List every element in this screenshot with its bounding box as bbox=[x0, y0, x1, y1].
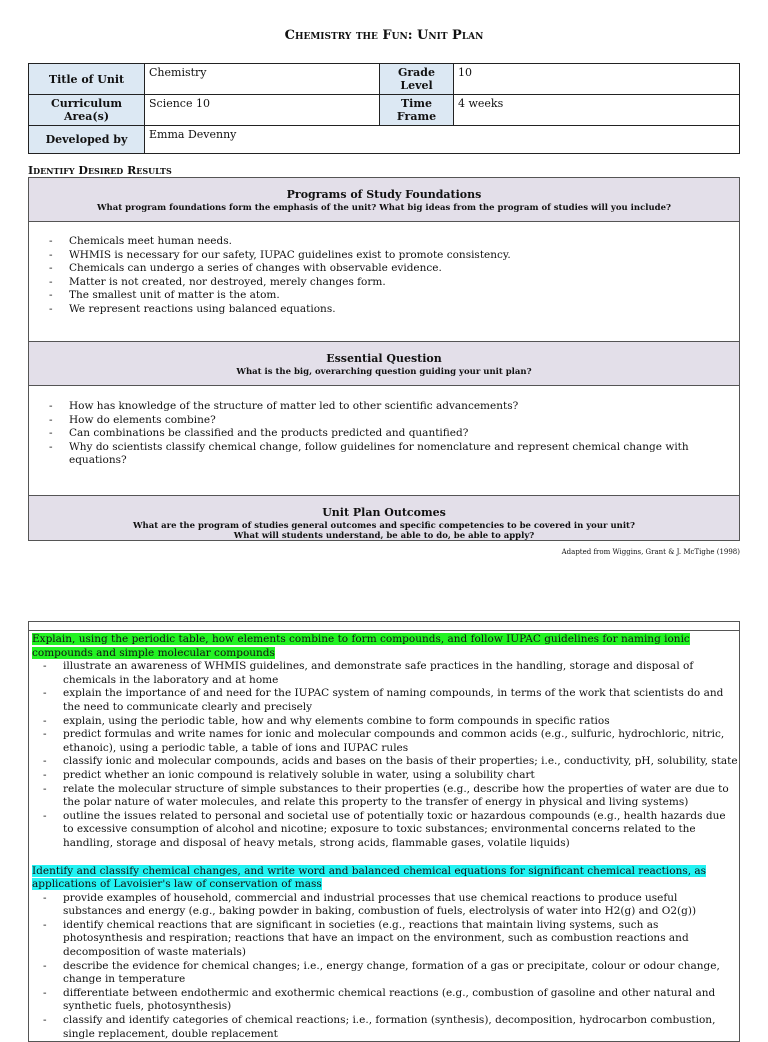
list-item: - provide examples of household, commercial and industrial processes that use chemical reactions to produce useful substances and energy (e.g., baking powder in baking, combustion of fuels, electrolysis of water into H2(g) and O2(g)) bbox=[43, 892, 739, 919]
list-item: - predict formulas and write names for ionic and molecular compounds and common acids (e.g., sulfuric, hydrochloric, nitric, ethanoic), using a periodic table, a table of ions and IUPAC rules bbox=[43, 728, 739, 755]
programs-header bbox=[28, 177, 740, 222]
essential-header bbox=[28, 341, 740, 386]
list-item: - Matter is not created, nor destroyed, merely changes form. bbox=[49, 276, 739, 290]
list-item: - illustrate an awareness of WHMIS guidelines, and demonstrate safe practices in the handling, storage and disposal of chemicals in the laboratory and at home bbox=[43, 660, 739, 687]
essential-subheading: What is the big, overarching question guiding your unit plan? bbox=[236, 367, 532, 377]
outcomes-subheading-1: What are the program of studies general outcomes and specific competencies to be covered in your unit? bbox=[133, 521, 635, 531]
list-item: - Chemicals meet human needs. bbox=[49, 235, 739, 249]
adapted-citation: Adapted from Wiggins, Grant & J. McTighe (1998) bbox=[561, 548, 740, 556]
list-item: - explain, using the periodic table, how and why elements combine to form compounds in specific ratios bbox=[43, 715, 739, 729]
outcome-1-title-text: Explain, using the periodic table, how elements combine to form compounds, and follow IUPAC guidelines for naming ionic compounds and simple molecular compounds bbox=[32, 633, 690, 659]
list-item: - Chemicals can undergo a series of changes with observable evidence. bbox=[49, 262, 739, 276]
developed-by-label: Developed by bbox=[29, 126, 145, 154]
grade-level-label: Grade Level bbox=[380, 64, 454, 95]
curriculum-area-label: Curriculum Area(s) bbox=[29, 95, 145, 126]
outcomes-subheading-2: What will students understand, be able to do, be able to apply? bbox=[233, 531, 535, 541]
title-of-unit-label: Title of Unit bbox=[29, 64, 145, 95]
unit-info-table bbox=[28, 63, 740, 154]
list-item: - identify chemical reactions that are significant in societies (e.g., reactions that maintain living systems, such as photosynthesis and respiration; reactions that have an impact on the environment, such as combustion reactions and decomposition of waste materials) bbox=[43, 919, 739, 960]
list-item: - classify and identify categories of chemical reactions; i.e., formation (synthesis), decomposition, hydrocarbon combustion, single replacement, double replacement bbox=[43, 1014, 739, 1041]
time-frame-label: Time Frame bbox=[380, 95, 454, 126]
essential-heading: Essential Question bbox=[326, 352, 442, 365]
list-item: - classify ionic and molecular compounds, acids and bases on the basis of their properties; i.e., conductivity, pH, solubility, state bbox=[43, 755, 739, 769]
outcome-2-title bbox=[29, 863, 739, 892]
programs-body bbox=[28, 221, 740, 342]
outcomes-header bbox=[28, 495, 740, 541]
outcome-2-list bbox=[29, 892, 739, 1042]
list-item: - predict whether an ionic compound is relatively soluble in water, using a solubility chart bbox=[43, 769, 739, 783]
list-item: - Can combinations be classified and the products predicted and quantified? bbox=[49, 427, 739, 441]
time-frame-value: 4 weeks bbox=[454, 95, 740, 126]
essential-body bbox=[28, 385, 740, 496]
programs-heading: Programs of Study Foundations bbox=[286, 188, 482, 201]
programs-list bbox=[29, 235, 739, 317]
list-item: - differentiate between endothermic and exothermic chemical reactions (e.g., combustion of gasoline and other natural and synthetic fuels, photosynthesis) bbox=[43, 987, 739, 1014]
page-title: Chemistry the Fun: Unit Plan bbox=[284, 28, 484, 43]
outcome-1-title bbox=[29, 631, 739, 660]
developed-by-value: Emma Devenny bbox=[145, 126, 740, 154]
list-item: - WHMIS is necessary for our safety, IUPAC guidelines exist to promote consistency. bbox=[49, 249, 739, 263]
list-item: - We represent reactions using balanced equations. bbox=[49, 303, 739, 317]
section-heading: Identify Desired Results bbox=[28, 164, 172, 177]
list-item: - The smallest unit of matter is the atom. bbox=[49, 289, 739, 303]
curriculum-area-value: Science 10 bbox=[145, 95, 380, 126]
list-item: - explain the importance of and need for the IUPAC system of naming compounds, in terms of the work that scientists do and the need to communicate clearly and precisely bbox=[43, 687, 739, 714]
outcome-1-list bbox=[29, 660, 739, 850]
outcomes-detail bbox=[28, 621, 740, 1042]
list-item: - Why do scientists classify chemical change, follow guidelines for nomenclature and represent chemical change with equations? bbox=[49, 441, 739, 468]
outcomes-top-bar bbox=[29, 622, 739, 631]
list-item: - outline the issues related to personal and societal use of potentially toxic or hazardous compounds (e.g., health hazards due to excessive consumption of alcohol and nicotine; exposure to toxic substances; environmental concerns related to the handling, storage and disposal of heavy metals, strong acids, flammable gases, volatile liquids) bbox=[43, 810, 739, 851]
title-of-unit-value: Chemistry bbox=[145, 64, 380, 95]
essential-list bbox=[29, 400, 739, 468]
list-item: - How has knowledge of the structure of matter led to other scientific advancements? bbox=[49, 400, 739, 414]
grade-level-value: 10 bbox=[454, 64, 740, 95]
programs-subheading: What program foundations form the emphasis of the unit? What big ideas from the program of studies will you include? bbox=[97, 203, 671, 213]
list-item: - How do elements combine? bbox=[49, 414, 739, 428]
outcome-2-title-text: Identify and classify chemical changes, and write word and balanced chemical equations for significant chemical reactions, as applications of Lavoisier's law of conservation of mass bbox=[32, 864, 707, 891]
outcomes-heading: Unit Plan Outcomes bbox=[322, 506, 446, 519]
list-item: - relate the molecular structure of simple substances to their properties (e.g., describe how the properties of water are due to the polar nature of water molecules, and relate this property to the transfer of energy in physical and living systems) bbox=[43, 783, 739, 810]
list-item: - describe the evidence for chemical changes; i.e., energy change, formation of a gas or precipitate, colour or odour change, change in temperature bbox=[43, 960, 739, 987]
